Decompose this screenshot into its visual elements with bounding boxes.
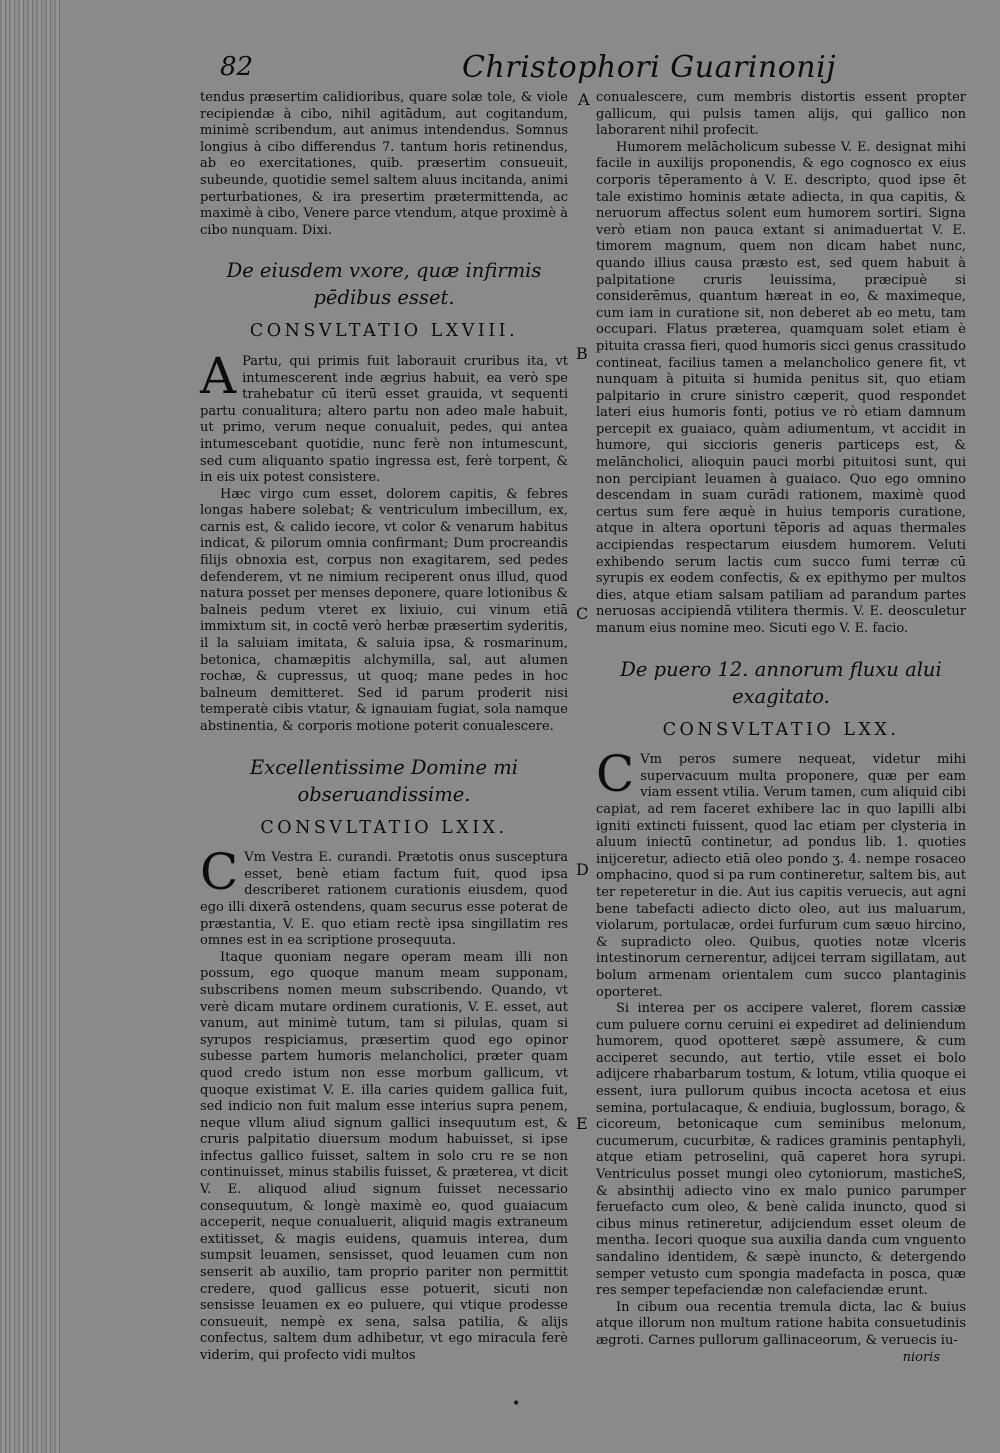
right-column (596, 90, 966, 1366)
paragraph-68-1: Partu, qui primis fuit laborauit cruribus ita, vt intumescerent inde ægrius habuit, ea verò spe trahebatur cū iterū esset grauida, vt sequenti partu conualitura; altero partu non adeo male habuit, ut primo, verum neque conualuit, pedes, qui antea intumescebant quotidie, nunc ferè non intumescunt, sed cum aliquanto spatio ingressa est, ferè torpent, & in eis uix potest consistere. (200, 353, 568, 486)
drop-cap-68: A (200, 346, 237, 405)
paragraph-70-3: In cibum oua recentia tremula dicta, lac & buius atque illorum non multum ratione habita consuetudinis ægroti. Carnes pullorum gallinaceorum, & veruecis iu- (596, 1299, 966, 1348)
drop-cap-70: C (596, 745, 635, 804)
drop-cap-69: C (200, 843, 239, 902)
margin-letter-a: A (578, 90, 590, 109)
paragraph-continued: conualescere, cum membris distortis essent propter gallicum, qui pulsis tamen alijs, qui gallico non laborarent nihil profecit. (596, 90, 966, 139)
running-title: Christophori Guarinonij (462, 50, 836, 85)
consultation-70-title: CONSVLTATIO LXX. (662, 719, 900, 740)
heading-consultation-68: De eiusdem vxore, quæ infirmis pēdibus esset. (226, 259, 542, 310)
scan-binding-edge (0, 0, 60, 1453)
page-number: 82 (220, 52, 254, 82)
heading-consultation-69: Excellentissime Domine mi obseruandissime. (250, 755, 518, 806)
margin-letter-c: C (576, 604, 589, 623)
consultation-68-title: CONSVLTATIO LXVIII. (249, 321, 519, 342)
page-header (210, 48, 836, 88)
paragraph-intro: tendus præsertim calidioribus, quare solæ tole, & viole recipiendæ à cibo, nihil agitādum, aut cogitandum, minimè scribendum, aut animus intendendus. Somnus longius à cibo differendus 7. tantum horis retinendus, ab eo exercitationes, quib. præsertim consueuit, subeunde, quotidie semel saltem aluus incitanda, animi perturbationes, & ira presertim prætermittenda, ac maximè à cibo, Venere parce vtendum, atque proximè à cibo nunquam. Dixi. (200, 90, 569, 238)
margin-letter-e: E (576, 1114, 588, 1133)
paragraph-69-2: Itaque quoniam negare operam meam illi non possum, ego quoque manum meam supponam, subscribens nomen meum subscribendo. Quando, vt verè dicam mutare ordinem curationis, V. E. esset, aut vanum, aut minimè tutum, tam si pilulas, quam si syrupos respiciamus, præsertim quod ego opinor subesse partem humoris melancholici, præter quam quod credo istum non esse morbum gallicum, vt quoque existimat V. E. illa caries quidem gallica fuit, sed indicio non fuit malum esse interius supra penem, neque vllum aliud signum gallici insequutum est, & cruris palpitatio diuersum modum habuisset, si ipse infectus gallico fuisset, saltem in solo cru re se non continuisset, minus stabilis fuisset, & præterea, vt dicit V. E. aliquod aliud signum fuisset necessario consequutum, & longè maximè eo, quod guaiacum acceperit, neque conualuerit, aliquid magis extraneum extitisset, & magis euidens, quamuis interea, dum sumpsit leuamen, sensisset, quod leuamen cum non senserit ab auxilio, tam proprio pariter non permittit credere, quod gallicus esse potuerit, sicuti non sensisse leuamen ex eo puluere, qui vtique prodesse consueuit, nempè ex sena, salsa patilia, & alijs confectus, saltem dum adhibetur, vt ego miracula ferè viderim, qui profecto vidi multos (200, 949, 568, 1363)
paragraph-70-1: Vm peros sumere nequeat, videtur mihi supervacuum multa proponere, quæ per eam viam essent vtilia. Verum tamen, cum aliquid cibi capiat, ad rem faceret exhibere lac in quo lapilli albi igniti extincti fuissent, quod lac etiam per clysteria in aluum iniectū continetur, ad pondus lib. 1. quoties inijceretur, adiecto etiā oleo pondo ʒ. 4. nempe rosaceo omphacino, quod si pa rum contineretur, saltem bis, aut ter repeteretur in die. Aut ius capitis veruecis, aut agni bene tabefacti adiecto dicto oleo, aut ius maluarum, violarum, portulacæ, ordei furfurum cum sæuo hircino, & supradicto oleo. Quibus, quoties notæ vlceris intestinorum cernerentur, adijcei terram sigillatam, aut bolum armenam orientalem cum succo plantaginis oporteret. (596, 752, 966, 1000)
heading-consultation-70: De puero 12. annorum fluxu alui exagitato. (620, 657, 942, 708)
paragraph-68-2: Hæc virgo cum esset, dolorem capitis, & febres longas habere solebat; & ventriculum imbecillum, ex, carnis est, & calido iecore, vt color & venarum habitus indicat, & pilorum omnia confirmant; Dum procreandis filijs obnoxia est, corpus non exagitarem, sed pedes defenderem, vt ne nimium reciperent onus illud, quod natura posset per menses deponere, quare lotionibus & balneis pedum vteret ex lixiuio, cui vinum etiā immixtum sit, in coctē verò herbæ præsertim syderitis, il la saluiam imitata, & saluia ipsa, & rosmarinum, betonica, chamæpitis alchymilla, sal, aut alumen rochæ, & cupressus, ut quoq; mane pedes in hoc balneum demitteret. Sed id parum proderit nisi temperatè cibis vtatur, & ignauiam fugiat, sola namque abstinentia, & corporis motione poterit conualescere. (200, 486, 568, 734)
consultation-69-title: CONSVLTATIO LXIX. (260, 817, 508, 838)
paragraph-humor: Humorem melācholicum subesse V. E. designat mihi facile in auxilijs proponendis, & ego cognosco ex eius corporis tēperamento à V. E. descripto, quod ipse ēt tale existimo hominis ætate adiecta, in qua capitis, & neruorum affectus solent eum humorem sortiri. Signa verò etiam non pauca extant si animaduertat V. E. timorem magnum, quem non dicam habet nunc, quando illius causa præsto est, sed quem habuit à palpitatione cruris leuissima, præcipuè si considerēmus, quantum hæreat in eo, & maximeque, cum iam in curatione sit, non deberet ab eo metu, tam occupari. Flatus præterea, quamquam solet etiam è pituita crassa fieri, quod humoris sicci genus crassitudo contineat, facilius tamen a melancholico genere fit, vt nunquam à pituita si humida penitus sit, quo etiam palpitario in crure sinistro cæperit, quod respondet lateri eius humoris fonti, potius ve rò etiam damnum percepit ex guaiaco, quàm adiumentum, vt accidit in humore, qui siccioris generis particeps est, & melāncholici, alioquin pauci morbi pituitosi sunt, qui non percipiant leuamen à guaiaco. Quo ego omnino descendam in suam curādi rationem, maximè quod certus sum fere æquè in huius temporis curatione, atque in altera oportuni tēporis ad aquas thermales accipiendas respectarum eiusdem humorem. Veluti exhibendo serum lactis cum succo fumi terræ cū syrupis ex eodem confectis, & ex epithymo per multos dies, atque etiam salsam patiliam ad parandum partes neruosas accipiendā vtilitera thermis. V. E. deosculetur manum eius nomine meo. Sicuti ego V. E. facio. (596, 139, 966, 636)
footer-mark: • (512, 1396, 521, 1412)
catchword: nioris (902, 1349, 940, 1365)
margin-letter-b: B (576, 344, 588, 363)
paragraph-69-1: Vm Vestra E. curandi. Prætotis onus susceptura esset, benè etiam factum fuit, quod ipsa describeret rationem curationis eiusdem, quod ego illi dixerā ostendens, quam securus esse poterat de præstantia, V. E. quo etiam rectè ipsa singillatim res omnes est in ea scriptione prosequuta. (200, 850, 568, 949)
paragraph-70-2: Si interea per os accipere valeret, florem cassiæ cum puluere cornu ceruini ei expediret ad deliniendum humorem, quod opotteret sæpè assumere, & cum acciperet secundo, aut tertio, vtile esset ei bolo adijcere rhabarbarum tostum, & lotum, vtilia quoque ei essent, iura pullorum quibus incocta acetosa et eius semina, portulacaque, & endiuia, buglossum, borago, & cicoreum, betonicaque cum seminibus melonum, cucumerum, cucurbitæ, & radices graminis pentaphyli, atque etiam petroselini, quā caperet hora syrupi. Ventriculus posset mungi oleo cytoniorum, masticheS, & absinthij adiecto vino ex malo punico parumper feruefacto cum oleo, & benè calida inuncto, quod si cibus minus retineretur, adijciendum esset oleum de mentha. Iecori quoque sua auxilia danda cum vnguento sandalino identidem, & sæpè inuncto, & detergendo semper vetusto cum spongia madefacta in posca, quæ res semper tepefaciendæ non calefaciendæ erunt. (596, 1001, 966, 1299)
margin-letter-d: D (576, 860, 589, 879)
left-column (200, 90, 568, 1365)
